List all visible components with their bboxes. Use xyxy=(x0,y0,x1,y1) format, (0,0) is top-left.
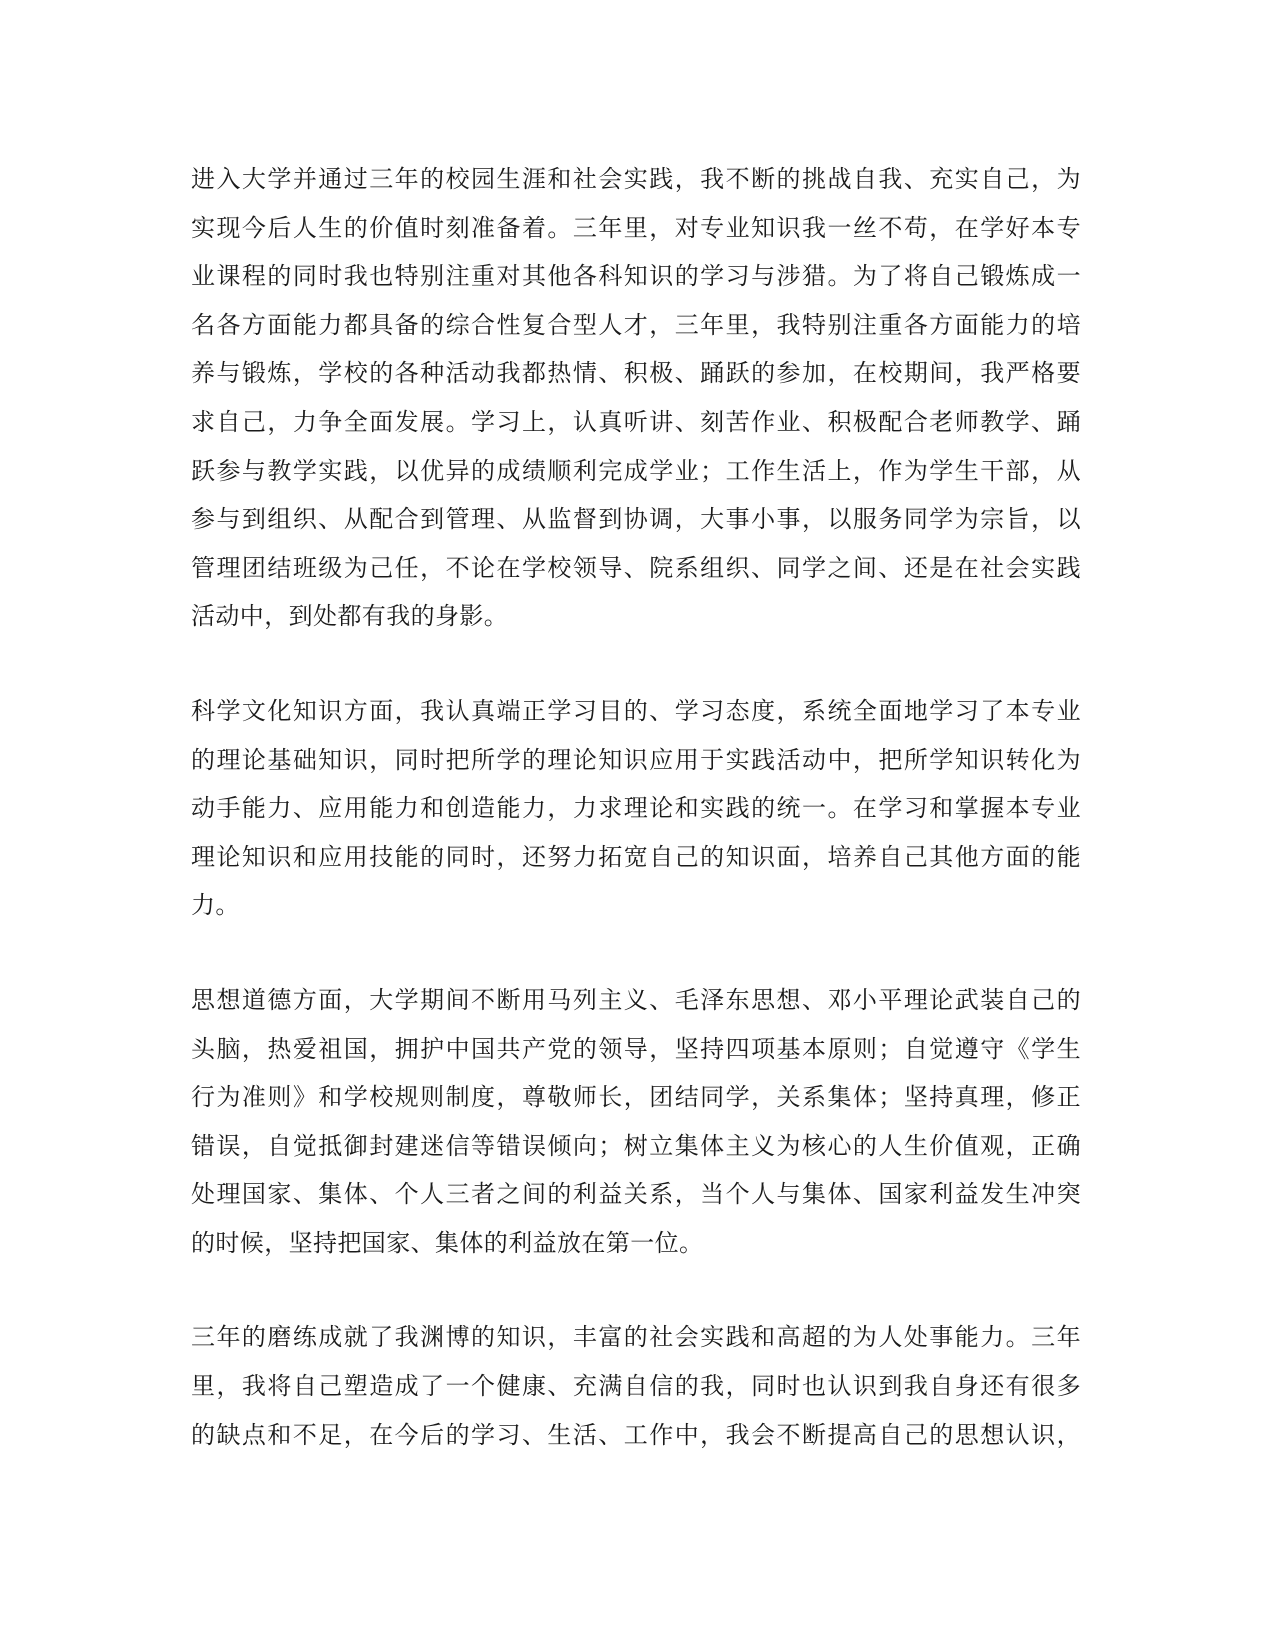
text-line: 三年的磨练成就了我渊博的知识，丰富的社会实践和高超的为人处事能力。三年 xyxy=(191,1323,1081,1352)
text-line: 的理论基础知识，同时把所学的理论知识应用于实践活动中，把所学知识转化为 xyxy=(191,745,1081,774)
text-line: 理论知识和应用技能的同时，还努力拓宽自己的知识面，培养自己其他方面的能 xyxy=(191,842,1081,871)
text-line: 的缺点和不足，在今后的学习、生活、工作中，我会不断提高自己的思想认识， xyxy=(191,1420,1081,1449)
paragraph-science-knowledge xyxy=(191,687,1081,930)
text-line: 跃参与教学实践，以优异的成绩顺利完成学业；工作生活上，作为学生干部，从 xyxy=(191,456,1081,485)
text-line: 实现今后人生的价值时刻准备着。三年里，对专业知识我一丝不苟，在学好本专 xyxy=(191,213,1081,242)
paragraph-conclusion xyxy=(191,1313,1081,1459)
text-line: 业课程的同时我也特别注重对其他各科知识的学习与涉猎。为了将自己锻炼成一 xyxy=(191,262,1081,291)
text-line: 求自己，力争全面发展。学习上，认真听讲、刻苦作业、积极配合老师教学、踊 xyxy=(191,407,1081,436)
text-line: 科学文化知识方面，我认真端正学习目的、学习态度，系统全面地学习了本专业 xyxy=(191,696,1081,725)
text-line: 头脑，热爱祖国，拥护中国共产党的领导，坚持四项基本原则；自觉遵守《学生 xyxy=(191,1034,1081,1063)
text-line: 处理国家、集体、个人三者之间的利益关系，当个人与集体、国家利益发生冲突 xyxy=(191,1180,1081,1209)
text-line: 错误，自觉抵御封建迷信等错误倾向；树立集体主义为核心的人生价值观，正确 xyxy=(191,1131,1081,1160)
paragraph-university-life xyxy=(191,155,1081,641)
text-line: 行为准则》和学校规则制度，尊敬师长，团结同学，关系集体；坚持真理，修正 xyxy=(191,1083,1081,1112)
text-line: 养与锻炼，学校的各种活动我都热情、积极、踊跃的参加，在校期间，我严格要 xyxy=(191,359,1081,388)
text-line: 参与到组织、从配合到管理、从监督到协调，大事小事，以服务同学为宗旨，以 xyxy=(191,505,1081,534)
text-line: 思想道德方面，大学期间不断用马列主义、毛泽东思想、邓小平理论武装自己的 xyxy=(191,985,1081,1014)
text-line: 动手能力、应用能力和创造能力，力求理论和实践的统一。在学习和掌握本专业 xyxy=(191,794,1081,823)
text-line: 的时候，坚持把国家、集体的利益放在第一位。 xyxy=(191,1228,704,1257)
text-line: 管理团结班级为己任，不论在学校领导、院系组织、同学之间、还是在社会实践 xyxy=(191,553,1081,582)
text-line: 进入大学并通过三年的校园生涯和社会实践，我不断的挑战自我、充实自己，为 xyxy=(191,165,1081,193)
paragraph-moral-thought xyxy=(191,976,1081,1268)
text-line: 活动中，到处都有我的身影。 xyxy=(191,602,509,631)
text-line: 里，我将自己塑造成了一个健康、充满自信的我，同时也认识到我自身还有很多 xyxy=(191,1372,1081,1401)
text-line: 力。 xyxy=(191,891,240,920)
text-line: 名各方面能力都具备的综合性复合型人才，三年里，我特别注重各方面能力的培 xyxy=(191,310,1081,339)
document-body xyxy=(191,155,1081,1505)
